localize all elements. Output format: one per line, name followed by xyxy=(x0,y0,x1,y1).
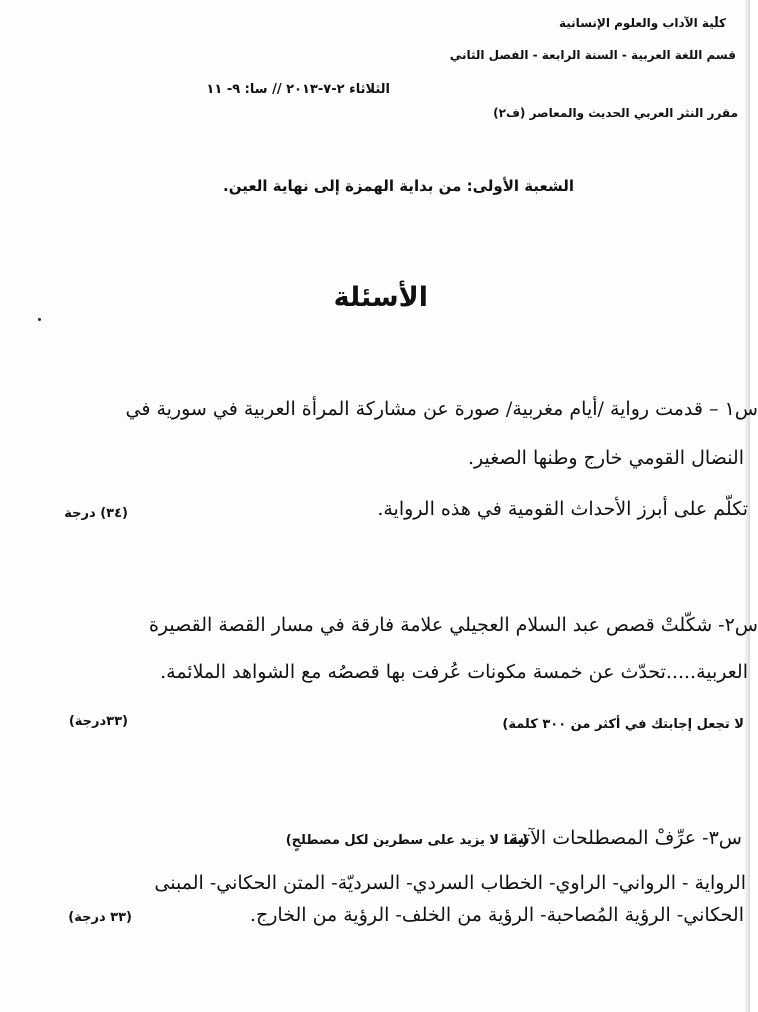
q2-note: لا تجعل إجابتك في أكثر من ٣٠٠ كلمة) xyxy=(502,717,744,732)
q3-line1: الرواية - الرواني- الراوي- الخطاب السردي- السرديّة- المتن الحكاني- المبنى xyxy=(154,872,746,894)
questions-heading: الأسئلة xyxy=(333,282,428,313)
q3-line2: الحكاني- الرؤية المُصاحبة- الرؤية من الخلف- الرؤية من الخارج. xyxy=(249,904,744,926)
q1-line1: س١ – قدمت رواية /أيام مغربية/ صورة عن مشاركة المرأة العربية في سورية في xyxy=(125,398,758,420)
header-course: مقرر النثر العربي الحديث والمعاصر (ف٢) xyxy=(493,106,738,120)
q1-line2: النضال القومي خارج وطنها الصغير. xyxy=(467,447,744,469)
q2-line2: العربية.....تحدّث عن خمسة مكونات عُرفت بها قصصُه مع الشواهد الملائمة. xyxy=(160,661,748,683)
q1-line3: تكلّم على أبرز الأحداث القومية في هذه الرواية. xyxy=(377,498,748,520)
header-department: قسم اللغة العربية - السنة الرابعة - الفصل الثاني xyxy=(449,48,736,62)
q3-note: (بما لا يزيد على سطرين لكل مصطلحٍ) xyxy=(285,833,528,848)
q3-marks: (٣٣ درجة) xyxy=(68,910,132,925)
ink-speck xyxy=(38,318,41,321)
header-date-time: الثلاثاء ٢-٧-٢٠١٣ // سا: ٩- ١١ xyxy=(206,82,390,97)
q2-marks: (٣٣درجة) xyxy=(68,714,128,729)
q3-head: س٣- عرِّفْ المصطلحات الآتية: xyxy=(502,827,742,849)
q2-line1: س٢- شكّلتْ قصص عبد السلام العجيلي علامة فارقة في مسار القصة القصيرة xyxy=(148,614,758,636)
header-faculty: كلية الآداب والعلوم الإنسانية xyxy=(559,16,726,30)
q1-marks: (٣٤) درجة xyxy=(64,506,128,521)
section-line: الشعبة الأولى: من بداية الهمزة إلى نهاية العين. xyxy=(223,177,574,195)
